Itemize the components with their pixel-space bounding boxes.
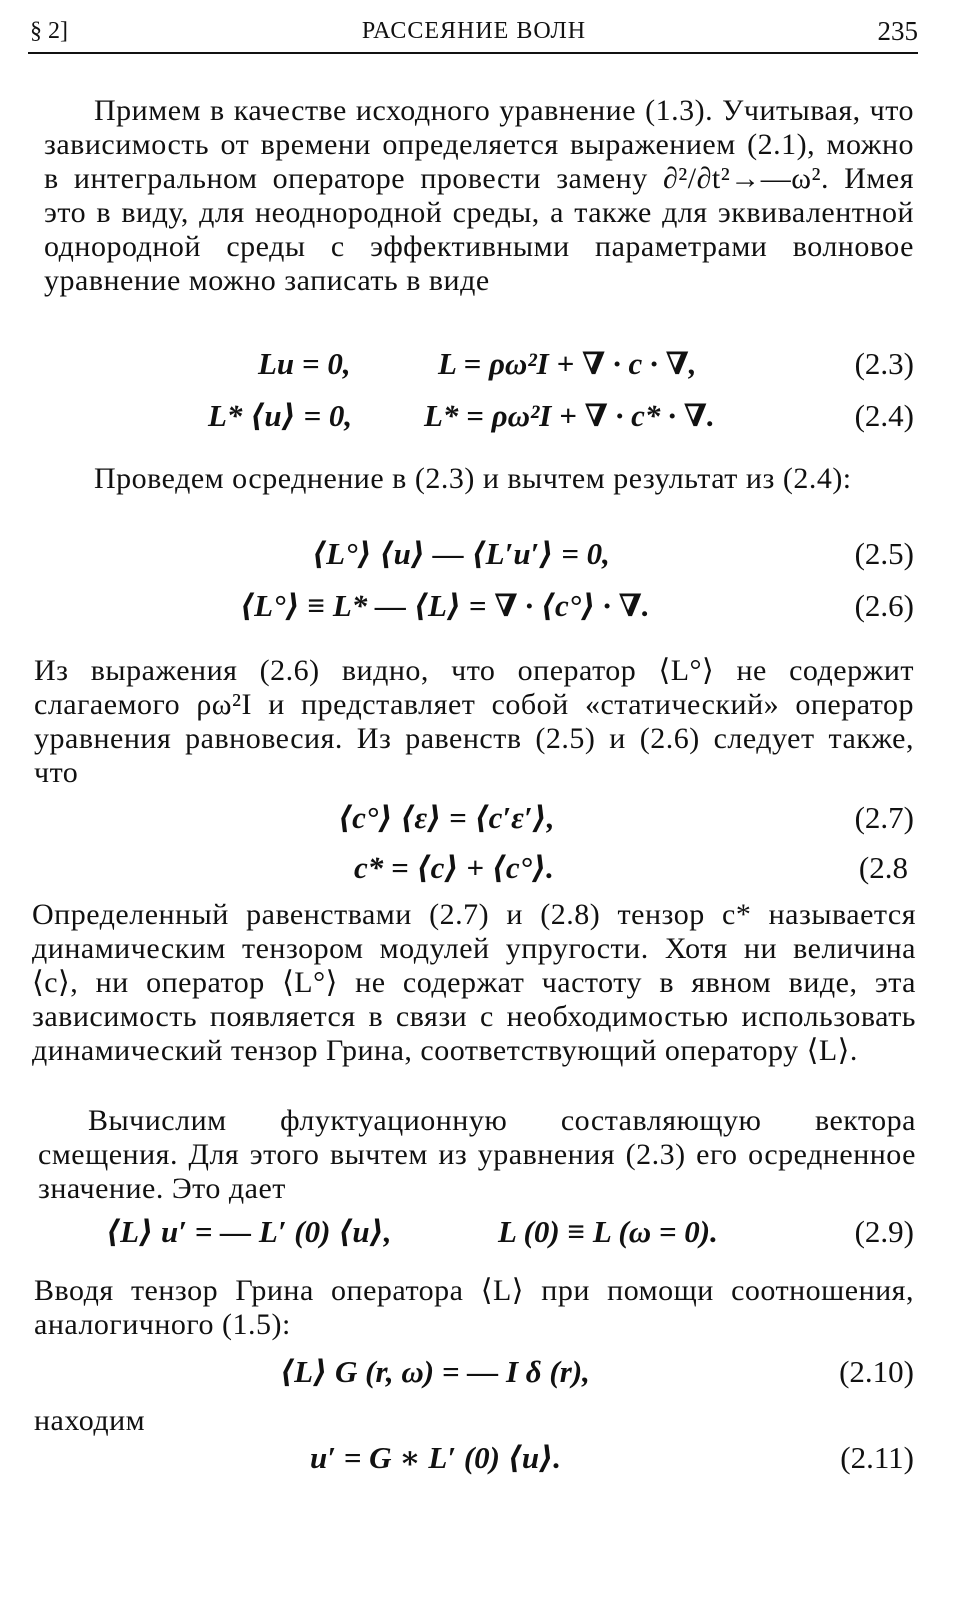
equation-2-10-expr: ⟨L⟩ G (r, ω) = — I δ (r), bbox=[280, 1354, 590, 1389]
equation-2-3 bbox=[44, 346, 914, 386]
paragraph-5: Вычислим флуктуационную составляющую вектора смещения. Для этого вычтем из уравнения (2.3) его осредненное значение. Это дает bbox=[38, 1104, 916, 1205]
equation-2-6-expr: ⟨L°⟩ ≡ L* — ⟨L⟩ = ∇ · ⟨c°⟩ · ∇. bbox=[240, 588, 650, 623]
equation-2-3-left: Lu = 0, bbox=[258, 346, 351, 381]
equation-2-6 bbox=[44, 588, 914, 628]
equation-2-8-number: (2.8 bbox=[858, 850, 908, 885]
running-title: РАССЕЯНИЕ ВОЛН bbox=[361, 18, 587, 44]
equation-2-5-expr: ⟨L°⟩ ⟨u⟩ — ⟨L′u′⟩ = 0, bbox=[312, 536, 610, 571]
paragraph-7: находим bbox=[34, 1404, 146, 1437]
equation-2-4-left: L* ⟨u⟩ = 0, bbox=[208, 398, 353, 433]
equation-2-9 bbox=[44, 1214, 914, 1254]
equation-2-4-number: (2.4) bbox=[854, 398, 914, 433]
equation-2-4 bbox=[44, 398, 914, 438]
equation-2-9-right: L (0) ≡ L (ω = 0). bbox=[498, 1214, 718, 1249]
equation-2-5 bbox=[44, 536, 914, 576]
equation-2-5-number: (2.5) bbox=[854, 536, 914, 571]
equation-2-11-number: (2.11) bbox=[840, 1440, 914, 1475]
equation-2-10-number: (2.10) bbox=[839, 1354, 914, 1389]
equation-2-3-right: L = ρω²I + ∇ · c · ∇, bbox=[438, 346, 697, 381]
equation-2-11 bbox=[44, 1440, 914, 1480]
equation-2-11-expr: u′ = G ∗ L′ (0) ⟨u⟩. bbox=[310, 1440, 562, 1475]
running-header bbox=[30, 14, 918, 50]
equation-2-3-number: (2.3) bbox=[854, 346, 914, 381]
equation-2-8 bbox=[44, 850, 914, 890]
header-rule bbox=[28, 52, 918, 54]
paragraph-2: Проведем осреднение в (2.3) и вычтем результат из (2.4): bbox=[94, 462, 852, 495]
paragraph-1: Примем в качестве исходного уравнение (1.3). Учитывая, что зависимость от времени определяется выражением (2.1), можно в интегральном операторе провести замену ∂²/∂t²→—ω². Имея это в виду, для неоднородной среды, а также для эквивалентной однородной среды с эффективными параметрами волновое уравнение можно записать в виде bbox=[44, 94, 914, 297]
equation-2-6-number: (2.6) bbox=[854, 588, 914, 623]
equation-2-7-number: (2.7) bbox=[854, 800, 914, 835]
equation-2-4-right: L* = ρω²I + ∇ · c* · ∇. bbox=[424, 398, 715, 433]
paragraph-4: Определенный равенствами (2.7) и (2.8) тензор c* называется динамическим тензором модулей упругости. Хотя ни величина ⟨c⟩, ни оператор ⟨L°⟩ не содержат частоту в явном виде, эта зависимость появляется в связи с необходимостью использовать динамический тензор Грина, соответствующий оператору ⟨L⟩. bbox=[32, 898, 916, 1067]
paragraph-3: Из выражения (2.6) видно, что оператор ⟨L°⟩ не содержит слагаемого ρω²I и представляет собой «статический» оператор уравнения равновесия. Из равенств (2.5) и (2.6) следует также, что bbox=[34, 654, 914, 789]
equation-2-9-left: ⟨L⟩ u′ = — L′ (0) ⟨u⟩, bbox=[106, 1214, 392, 1249]
equation-2-9-number: (2.9) bbox=[854, 1214, 914, 1249]
equation-2-7-expr: ⟨c°⟩ ⟨ε⟩ = ⟨c′ε′⟩, bbox=[338, 800, 555, 835]
paragraph-6: Вводя тензор Грина оператора ⟨L⟩ при помощи соотношения, аналогичного (1.5): bbox=[34, 1274, 914, 1341]
equation-2-7 bbox=[44, 800, 914, 840]
page-number: 235 bbox=[877, 16, 918, 46]
section-marker: § 2] bbox=[30, 18, 68, 44]
equation-2-10 bbox=[44, 1354, 914, 1394]
equation-2-8-expr: c* = ⟨c⟩ + ⟨c°⟩. bbox=[354, 850, 554, 885]
